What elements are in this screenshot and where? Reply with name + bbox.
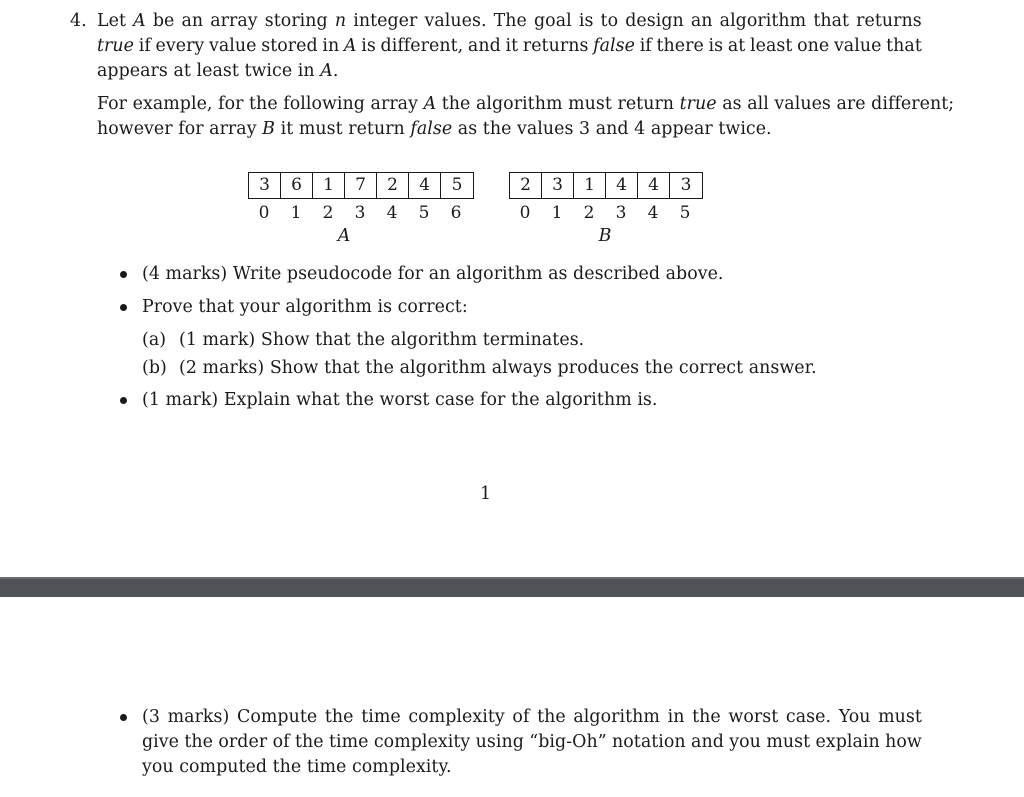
array-b-label: B	[598, 226, 612, 246]
array-b-cell: 1	[574, 173, 606, 198]
example-line-2: however for array B it must return false as the values 3 and 4 appear twice.	[97, 119, 772, 139]
task-pseudocode: (4 marks) Write pseudocode for an algorithm as described above.	[142, 264, 724, 284]
task-part-b: (2 marks) Show that the algorithm always produces the correct answer.	[179, 358, 817, 378]
array-a-index: 4	[386, 203, 398, 223]
task-prove: Prove that your algorithm is correct:	[142, 297, 468, 317]
array-a-index: 3	[354, 203, 366, 223]
bullet-icon	[120, 714, 127, 721]
array-b-index: 2	[583, 203, 595, 223]
array-a-index: 0	[258, 203, 270, 223]
array-b-cells	[509, 172, 703, 199]
array-b-index: 5	[679, 203, 691, 223]
intro-line-1: Let A be an array storing n integer values. The goal is to design an algorithm that returns	[97, 11, 922, 31]
array-a-index: 1	[290, 203, 302, 223]
task-part-a-label: (a)	[142, 330, 167, 350]
example-line-1: For example, for the following array A the algorithm must return true as all values are different;	[97, 94, 955, 114]
array-a-index: 6	[450, 203, 462, 223]
array-a-indices	[248, 201, 472, 225]
array-b-indices	[509, 201, 701, 225]
bullet-icon	[120, 397, 127, 404]
array-b-index: 4	[647, 203, 659, 223]
array-a-cell: 3	[249, 173, 281, 198]
array-b-cell: 2	[510, 173, 542, 198]
page-separator	[0, 577, 1024, 597]
document-page-2	[0, 597, 1024, 797]
question-number: 4.	[70, 11, 87, 31]
array-b-index: 3	[615, 203, 627, 223]
task-complexity-line-3: you computed the time complexity.	[142, 757, 452, 777]
intro-line-2: true if every value stored in A is different, and it returns false if there is at least one value that	[97, 36, 922, 56]
task-complexity-line-1: (3 marks) Compute the time complexity of the algorithm in the worst case. You must	[142, 707, 922, 727]
array-a-cell: 1	[313, 173, 345, 198]
array-a	[248, 172, 474, 225]
array-a-cell: 4	[409, 173, 441, 198]
array-a-cells	[248, 172, 474, 199]
array-b-cell: 3	[680, 175, 692, 195]
array-b-cell: 4	[638, 173, 670, 198]
task-worst-case: (1 mark) Explain what the worst case for the algorithm is.	[142, 390, 658, 410]
intro-line-3: appears at least twice in A.	[97, 61, 339, 81]
array-b	[509, 172, 703, 225]
array-a-cell: 5	[451, 175, 463, 195]
array-a-index: 5	[418, 203, 430, 223]
task-part-b-label: (b)	[142, 358, 167, 378]
array-a-cell: 7	[345, 173, 377, 198]
bullet-icon	[120, 271, 127, 278]
array-a-label: A	[337, 226, 351, 246]
array-a-cell: 2	[377, 173, 409, 198]
array-b-cell: 4	[606, 173, 638, 198]
array-b-index: 1	[551, 203, 563, 223]
array-b-index: 0	[519, 203, 531, 223]
bullet-icon	[120, 304, 127, 311]
array-b-cell: 3	[542, 173, 574, 198]
task-part-a: (1 mark) Show that the algorithm terminates.	[179, 330, 585, 350]
task-complexity-line-2: give the order of the time complexity using “big-Oh” notation and you must explain how	[142, 732, 922, 752]
array-a-cell: 6	[281, 173, 313, 198]
array-a-index: 2	[322, 203, 334, 223]
page-number: 1	[480, 484, 492, 504]
